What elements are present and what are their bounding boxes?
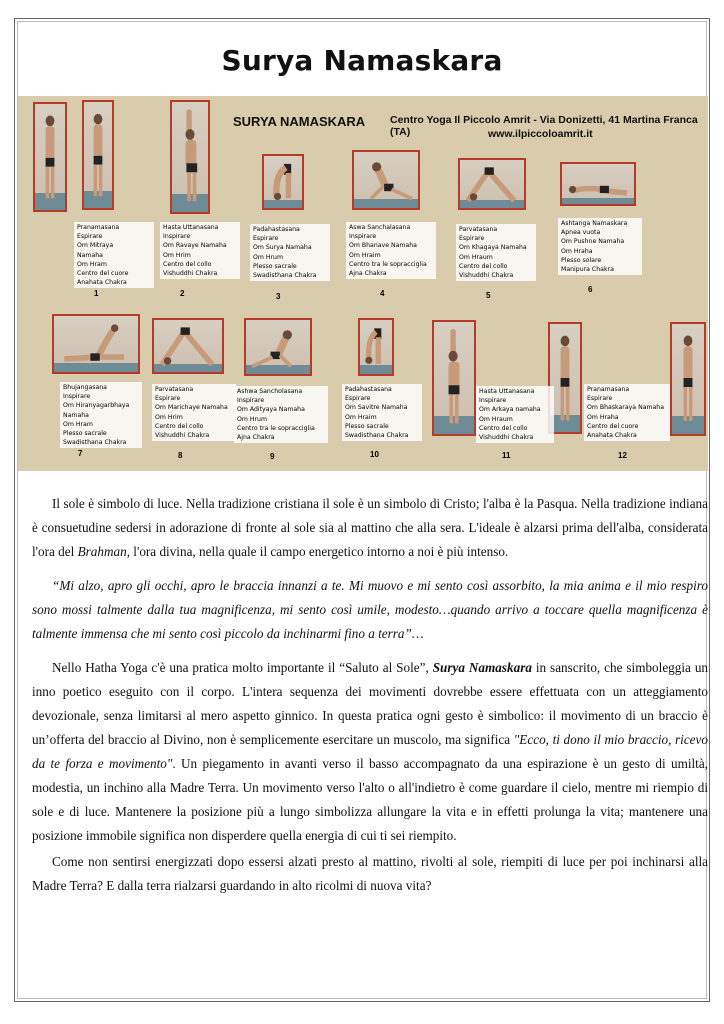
pose-7-line: Om Hiranyagarbhaya: [63, 402, 130, 410]
pose-6-number: 6: [588, 285, 593, 294]
pose-4-line: Ajna Chakra: [349, 270, 387, 278]
paragraph-quote-text: “Mi alzo, apro gli occhi, apro le braccia innanzi a te. Mi muovo e mi sento così assorbito, la mia anima e il mio respiro sono mossi talmente dalla tua magnificenza, mi sento così umile, modesto…quando arrivo a toccare quella magnificenza è talmente immensa che mi sento così piccolo da inchinarmi fino a terra”…: [32, 578, 708, 641]
photo-pose-5: [458, 158, 526, 210]
paragraph-quote: [32, 574, 708, 646]
pose-8-line: Parvatasana: [155, 386, 194, 393]
pose-11-line: Centro del collo: [479, 424, 528, 432]
pose-4-line: Om Hraim: [349, 251, 381, 259]
pose-5-line: Centro del collo: [459, 262, 508, 270]
pose-4-line: Aswa Sanchalasana: [349, 224, 411, 231]
pose-1-line: Namaha: [77, 251, 103, 259]
pose-5-line: Espirare: [459, 235, 485, 243]
pose-10-line: Om Savitre Namaha: [345, 404, 408, 412]
pose-10-line: Espirare: [345, 395, 371, 403]
pose-2-line: Hasta Uttanasana: [163, 224, 219, 231]
pose-5-line: Om Khagaya Namaha: [459, 244, 527, 252]
pose-7-line: Om Hram: [63, 420, 93, 428]
pose-5-number: 5: [486, 291, 491, 300]
pose-caption-12: [584, 384, 670, 460]
pose-12-line: Om Hraha: [587, 413, 619, 421]
pose-caption-1: [74, 222, 154, 298]
photo-pose-2: [170, 100, 210, 214]
photo-pose-3: [262, 154, 304, 210]
pose-9-number: 9: [270, 452, 275, 461]
pose-8-line: Om Hrim: [155, 413, 183, 421]
pose-1-line: Om Hram: [77, 260, 107, 268]
pose-8-line: Centro del collo: [155, 422, 204, 430]
pose-1-line: Centro del cuore: [77, 270, 129, 278]
pose-caption-7: [60, 382, 142, 458]
pose-7-line: Bhujangasana: [63, 384, 107, 391]
pose-12-line: Anahata Chakra: [587, 432, 637, 440]
pose-2-line: Om Hrim: [163, 251, 191, 259]
pose-3-line: Om Surya Namaha: [253, 244, 312, 252]
pose-6-line: Manipura Chakra: [561, 266, 614, 274]
photo-pose-4: [352, 150, 420, 210]
pose-12-line: Om Bhaskaraya Namaha: [587, 404, 665, 412]
photo-pose-9: [244, 318, 312, 376]
photo-pose-11: [432, 320, 476, 436]
pose-7-number: 7: [78, 449, 83, 458]
pose-6-line: Plesso solare: [561, 256, 602, 264]
pose-6-line: Om Hraha: [561, 247, 593, 255]
pose-caption-4: [346, 222, 436, 298]
poster-heading: SURYA NAMASKARA: [233, 114, 366, 129]
page-title: Surya Namaskara: [221, 44, 503, 77]
pose-1-line: Om Mitraya: [77, 242, 114, 250]
pose-1-number: 1: [94, 289, 99, 298]
photo-pose-1a: [33, 102, 67, 212]
pose-1-line: Pranamasana: [77, 224, 120, 231]
paragraph-1: [32, 492, 708, 564]
pose-4-line: Om Bhanave Namaha: [349, 242, 417, 250]
pose-caption-3: [250, 224, 330, 301]
photo-pose-8: [152, 318, 224, 374]
pose-7-line: Inspirare: [63, 393, 91, 401]
pose-5-line: Om Hraum: [459, 253, 493, 261]
pose-11-line: Om Hraum: [479, 415, 513, 423]
pose-8-line: Om Marichaye Namaha: [155, 404, 228, 412]
paragraph-3-text-b: in sanscrito, che simboleggia un inno poetico eseguito con il corpo. L'intera sequenza dei movimenti dovrebbe essere effettuata con un atteggiamento devozionale, senza limitarsi al mero aspetto ginnico. In questa pratica ogni gesto è simbolico: il movimento di un braccio è un’offerta del braccio al Divino, non è semplicemente esercitare un muscolo, ma significa: [32, 660, 709, 747]
pose-11-line: Om Arkaya namaha: [479, 406, 541, 414]
pose-3-line: Padahastasana: [253, 226, 300, 233]
paragraph-3-emphasis: "Ecco, ti dono il mio braccio, ricevo da te forza e movimento": [32, 732, 708, 771]
pose-10-line: Swadisthana Chakra: [345, 432, 409, 440]
photo-pose-12b: [670, 322, 706, 436]
pose-8-line: Vishuddhi Chakra: [155, 432, 210, 440]
pose-9-line: Centro tra le sopracciglia: [237, 424, 315, 432]
pose-caption-8: [152, 384, 236, 460]
pose-1-line: Espirare: [77, 233, 103, 241]
pose-10-line: Om Hraim: [345, 413, 377, 421]
pose-10-number: 10: [370, 450, 379, 459]
paragraph-4-text: Come non sentirsi energizzati dopo essersi alzati presto al mattino, rivolti al sole, riempiti di luce per poi inchinarsi alla Madre Terra? E dalla terra rialzarsi guardando in alto ricolmi di nuova vita?: [32, 854, 708, 893]
pose-7-line: Swadisthana Chakra: [63, 439, 127, 447]
pose-caption-6: [558, 218, 642, 294]
paragraph-3-strong: Surya Namaskara: [432, 660, 532, 675]
pose-3-line: Om Hrum: [253, 253, 284, 261]
pose-10-line: Plesso sacrale: [345, 422, 389, 430]
pose-9-line: Ajna Chakra: [237, 434, 275, 442]
pose-6-line: Apnea vuota: [561, 229, 601, 237]
pose-caption-11: [476, 386, 554, 460]
pose-11-line: Inspirare: [479, 397, 507, 405]
pose-8-line: Espirare: [155, 395, 181, 403]
pose-4-line: Centro tra le sopracciglia: [349, 260, 427, 268]
pose-3-number: 3: [276, 292, 281, 301]
pose-2-line: Centro del collo: [163, 260, 212, 268]
poster-center-name: Centro Yoga Il Piccolo Amrit - Via Donizetti, 41 Martina Franca (TA): [390, 114, 698, 138]
photo-pose-7: [52, 314, 140, 374]
pose-7-line: Namaha: [63, 411, 89, 419]
paragraph-1-text-a: Il sole è simbolo di luce. Nella tradizione cristiana il sole è un simbolo di Cristo; l'alba è la Pasqua. Nella tradizione indiana è consuetudine sedersi in adorazione di fronte al sole sia al mattino che alla sera. L'ideale è alzarsi prima dell'alba, considerata l'ora del: [32, 496, 708, 559]
poster-url: www.ilpiccoloamrit.it: [488, 128, 593, 140]
pose-caption-5: [456, 224, 536, 300]
pose-9-line: Ashwa Sancholasana: [237, 388, 303, 395]
pose-1-line: Anahata Chakra: [77, 279, 127, 287]
pose-3-line: Swadisthana Chakra: [253, 272, 317, 280]
paragraph-3: [32, 656, 708, 848]
pose-5-line: Parvatasana: [459, 226, 498, 233]
pose-9-line: Om Adityaya Namaha: [237, 406, 305, 414]
paragraph-3-text-a: Nello Hatha Yoga c'è una pratica molto importante il “Saluto al Sole”,: [52, 660, 433, 675]
pose-caption-9: [234, 386, 328, 461]
paragraph-1-text-b: , l'ora divina, nella quale il campo energetico intorno a noi è più intenso.: [126, 544, 509, 559]
photo-pose-6: [560, 162, 636, 206]
pose-caption-10: [342, 384, 422, 459]
pose-5-line: Vishuddhi Chakra: [459, 272, 514, 280]
poster-image: [18, 96, 708, 471]
pose-caption-2: [160, 222, 240, 298]
pose-10-line: Padahastasana: [345, 386, 392, 393]
pose-11-line: Hasta Uttanasana: [479, 388, 535, 395]
pose-2-line: Vishuddhi Chakra: [163, 270, 218, 278]
pose-3-line: Plesso sacrale: [253, 262, 297, 270]
pose-6-line: Ashtanga Namaskara: [561, 220, 628, 227]
pose-6-line: Om Pushne Namaha: [561, 238, 625, 246]
paragraph-1-emphasis: Brahman: [77, 544, 127, 559]
pose-9-line: Inspirare: [237, 397, 265, 405]
pose-12-line: Centro del cuore: [587, 422, 639, 430]
pose-2-number: 2: [180, 289, 185, 298]
pose-2-line: Inspirare: [163, 233, 191, 241]
pose-12-line: Espirare: [587, 395, 613, 403]
paragraph-4: [32, 850, 708, 898]
pose-11-line: Vishuddhi Chakra: [479, 434, 534, 442]
pose-7-line: Plesso sacrale: [63, 430, 107, 438]
photo-pose-10: [358, 318, 394, 376]
pose-9-line: Om Hrum: [237, 415, 268, 423]
pose-12-number: 12: [618, 451, 627, 460]
pose-4-number: 4: [380, 289, 385, 298]
pose-4-line: Inspirare: [349, 233, 377, 241]
paragraph-3-text-c: . Un piegamento in avanti verso il basso accompagnato da una espirazione è un gesto di umiltà, modestia, un inchino alla Madre Terra. Un movimento verso l'alto o all'indietro è come guardare il cielo, mentre mi riempio di sole e di luce. Mantenere la posizione più a lungo simbolizza allungare la vita e in effetti prolunga la vita; mantenere una posizione immobile significa non disperdere quella energia di cui ti sei riempito.: [32, 756, 708, 843]
pose-8-number: 8: [178, 451, 183, 460]
pose-11-number: 11: [502, 451, 511, 460]
pose-3-line: Espirare: [253, 235, 279, 243]
photo-pose-1b: [82, 100, 114, 210]
pose-2-line: Om Ravaye Namaha: [163, 242, 227, 250]
pose-12-line: Pranamasana: [587, 386, 630, 393]
